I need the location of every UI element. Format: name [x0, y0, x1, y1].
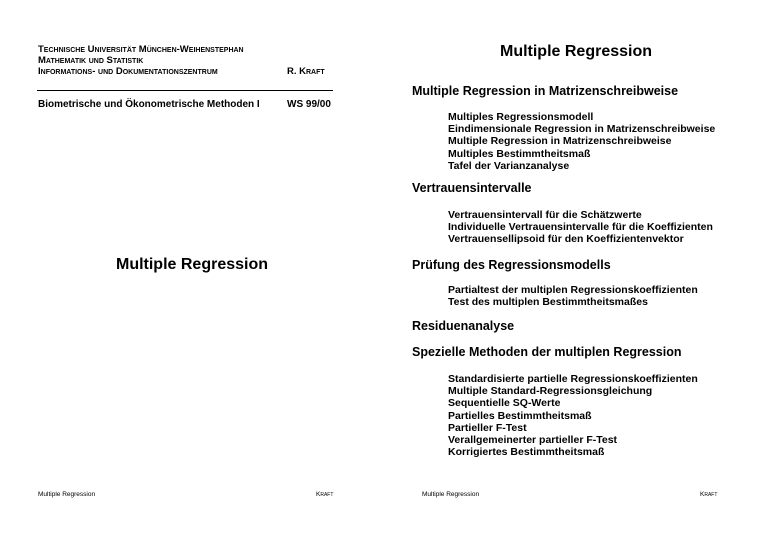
list-item: Partieller F-Test	[448, 421, 527, 434]
section-heading: Spezielle Methoden der multiplen Regression	[412, 345, 682, 359]
institution-line: Informations- und Dokumentationszentrum	[38, 66, 218, 77]
page-title: Multiple Regression	[115, 256, 269, 273]
right-page	[384, 0, 768, 543]
section-heading: Residuenanalyse	[412, 319, 515, 333]
section-heading: Prüfung des Regressionsmodells	[412, 258, 611, 272]
semester: WS 99/00	[287, 99, 331, 110]
footer-left: Multiple Regression	[422, 491, 480, 498]
list-item: Multiples Bestimmtheitsmaß	[448, 147, 591, 160]
list-item: Tafel der Varianzanalyse	[448, 159, 570, 172]
institution-line: Technische Universität München-Weihenstephan	[38, 44, 244, 55]
section-heading: Vertrauensintervalle	[412, 181, 532, 195]
page-title: Multiple Regression	[499, 43, 653, 60]
list-item: Test des multiplen Bestimmtheitsmaßes	[448, 296, 648, 309]
divider	[37, 90, 333, 91]
section-heading: Multiple Regression in Matrizenschreibweise	[412, 84, 679, 98]
list-item: Sequentielle SQ-Werte	[448, 397, 561, 410]
author: R. Kraft	[287, 66, 325, 77]
list-item: Vertrauensintervall für die Schätzwerte	[448, 209, 642, 221]
list-item: Eindimensionale Regression in Matrizenschreibweise	[448, 123, 716, 136]
footer-left: Multiple Regression	[38, 491, 96, 498]
list-item: Multiples Regressionsmodell	[448, 111, 594, 123]
list-item: Standardisierte partielle Regressionskoeffizienten	[448, 373, 698, 385]
institution-block	[38, 44, 244, 77]
section-items	[448, 209, 713, 246]
list-item: Partielles Bestimmtheitsmaß	[448, 409, 592, 422]
list-item: Partialtest der multiplen Regressionskoeffizienten	[448, 284, 698, 296]
list-item: Multiple Standard-Regressionsgleichung	[448, 385, 653, 398]
footer-right: Kraft	[316, 491, 334, 498]
list-item: Korrigiertes Bestimmtheitsmaß	[448, 446, 605, 459]
list-item: Verallgemeinerter partieller F-Test	[448, 434, 618, 447]
list-item: Multiple Regression in Matrizenschreibweise	[448, 135, 672, 148]
course-title: Biometrische und Ökonometrische Methoden I	[38, 99, 260, 110]
section-items	[448, 111, 715, 172]
footer-right: Kraft	[700, 491, 718, 498]
section-items	[448, 373, 698, 458]
institution-line: Mathematik und Statistik	[38, 55, 144, 66]
list-item: Individuelle Vertrauensintervalle für die Koeffizienten	[448, 221, 713, 234]
list-item: Vertrauensellipsoid für den Koeffizientenvektor	[448, 233, 684, 246]
section-items	[448, 284, 698, 308]
